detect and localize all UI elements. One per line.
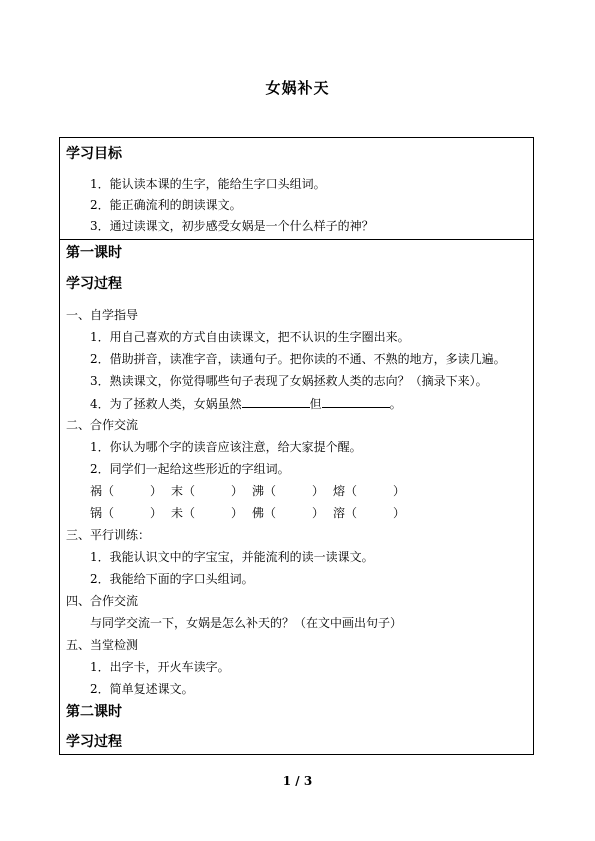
self-study-item: 2．借助拼音，读准字音，读通句子。把你读的不通、不熟的地方，多读几遍。 bbox=[90, 352, 506, 366]
word-cell: 锅（ ） bbox=[90, 506, 163, 520]
section-divider bbox=[60, 239, 533, 240]
document-title: 女娲补天 bbox=[265, 79, 330, 97]
section-title-practice: 三、平行训练： bbox=[66, 528, 151, 542]
word-cell: 佛（ ） bbox=[252, 506, 325, 520]
blank-line bbox=[242, 396, 310, 408]
goals-heading: 学习目标 bbox=[66, 146, 122, 162]
goal-item: 1．能认读本课的生字，能给生字口头组词。 bbox=[90, 177, 326, 191]
fill-blank-text-b: 但 bbox=[309, 397, 322, 411]
check-item: 2．简单复述课文。 bbox=[90, 682, 194, 696]
word-cell: 熔（ ） bbox=[333, 484, 406, 498]
lesson-plan-table bbox=[59, 137, 534, 755]
exchange-text: 与同学交流一下，女娲是怎么补天的？（在文中画出句子） bbox=[90, 616, 403, 630]
lesson1-heading: 第一课时 bbox=[66, 245, 122, 261]
page-number: 1 / 3 bbox=[282, 774, 313, 788]
section-title-cooperation: 二、合作交流 bbox=[66, 418, 139, 432]
word-grid-row bbox=[90, 506, 414, 520]
practice-item: 2．我能给下面的字口头组词。 bbox=[90, 572, 254, 586]
section-title-exchange: 四、合作交流 bbox=[66, 594, 139, 608]
word-cell: 未（ ） bbox=[171, 506, 244, 520]
self-study-item: 3．熟读课文，你觉得哪些句子表现了女娲拯救人类的志向？（摘录下来）。 bbox=[90, 374, 488, 388]
cooperation-item: 2．同学们一起给这些形近的字组词。 bbox=[90, 462, 290, 476]
word-cell: 末（ ） bbox=[171, 484, 244, 498]
check-item: 1．出字卡，开火车读字。 bbox=[90, 660, 230, 674]
goal-item: 3．通过读课文，初步感受女娲是一个什么样子的神？ bbox=[90, 219, 374, 233]
self-study-item-fill-blank bbox=[90, 396, 402, 411]
cooperation-item: 1．你认为哪个字的读音应该注意，给大家提个醒。 bbox=[90, 440, 362, 454]
word-cell: 祸（ ） bbox=[90, 484, 163, 498]
lesson1-process-heading: 学习过程 bbox=[66, 276, 122, 292]
practice-item: 1．我能认识文中的字宝宝，并能流利的读一读课文。 bbox=[90, 550, 374, 564]
fill-blank-text-a: 4．为了拯救人类，女娲虽然 bbox=[90, 397, 242, 411]
section-title-check: 五、当堂检测 bbox=[66, 638, 139, 652]
self-study-item: 1．用自己喜欢的方式自由读课文，把不认识的生字圈出来。 bbox=[90, 330, 410, 344]
word-cell: 沸（ ） bbox=[252, 484, 325, 498]
blank-line bbox=[322, 396, 390, 408]
word-cell: 溶（ ） bbox=[333, 506, 406, 520]
goal-item: 2．能正确流利的朗读课文。 bbox=[90, 198, 242, 212]
lesson2-heading: 第二课时 bbox=[66, 704, 122, 720]
lesson2-process-heading: 学习过程 bbox=[66, 734, 122, 750]
word-grid-row bbox=[90, 484, 414, 498]
fill-blank-text-c: 。 bbox=[389, 397, 402, 411]
section-title-self-study: 一、自学指导 bbox=[66, 308, 139, 322]
